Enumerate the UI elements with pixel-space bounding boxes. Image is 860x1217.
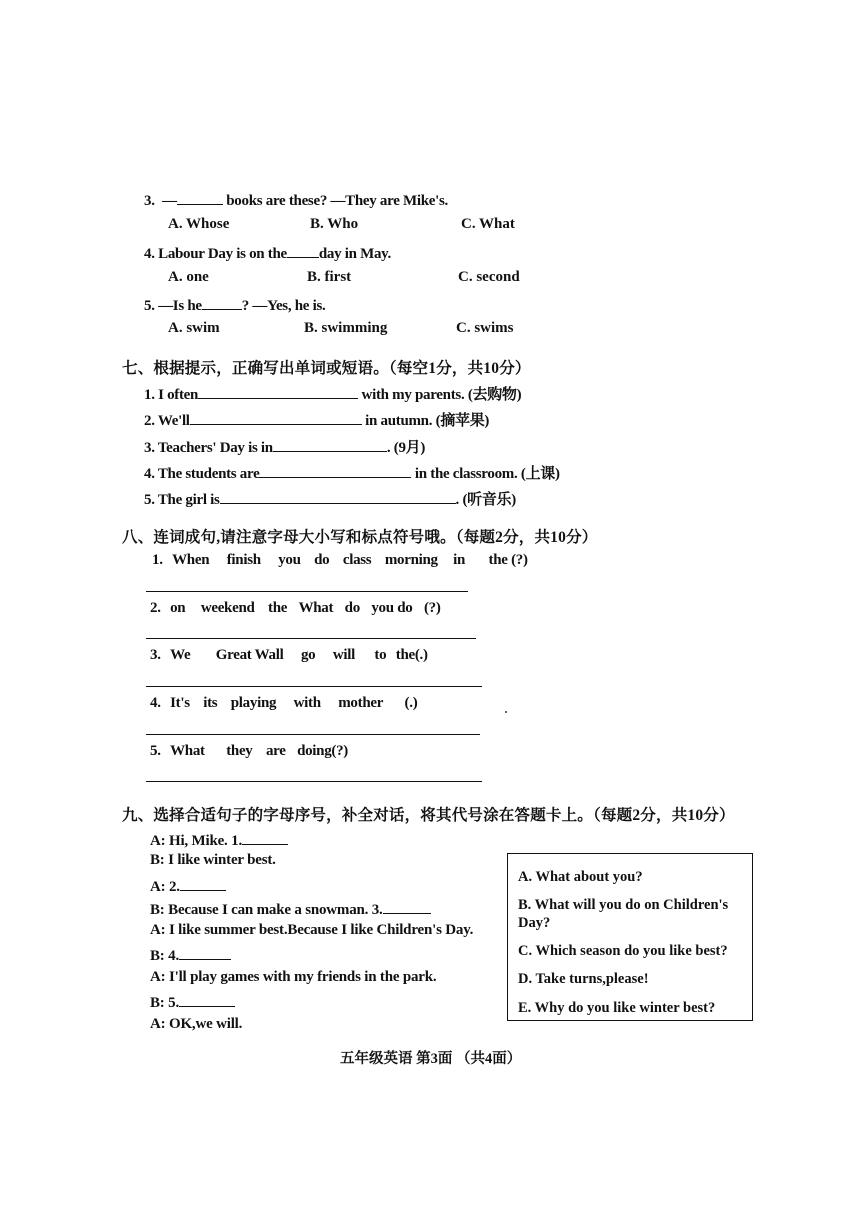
q5-option-a[interactable]: A. swim <box>168 320 220 336</box>
question-4 <box>144 243 391 263</box>
item-number: 5. <box>144 492 155 508</box>
item-number: 3. <box>150 647 161 663</box>
word: (?) <box>423 600 441 616</box>
s8-item-4 <box>150 695 417 712</box>
question-text: books are these? —They are Mike's. <box>226 193 449 209</box>
word: you do <box>371 600 413 616</box>
question-number: 4. <box>144 246 155 262</box>
word: do <box>344 600 360 616</box>
word: morning <box>384 552 438 568</box>
item-number: 1. <box>144 387 155 403</box>
question-5 <box>144 295 325 315</box>
question-text-start: Labour Day is on the <box>158 246 287 262</box>
q5-option-b[interactable]: B. swimming <box>304 320 388 336</box>
word: do <box>314 552 330 568</box>
s7-item-2 <box>144 409 489 430</box>
item-text-start: The students are <box>157 466 260 482</box>
word: you <box>278 552 301 568</box>
item-text-end: . (9月) <box>386 440 426 456</box>
s8-item-5 <box>150 743 348 760</box>
dialogue-line-9 <box>150 1016 242 1033</box>
dialogue-text: A: 2. <box>150 879 180 895</box>
s7-item-5 <box>144 488 516 509</box>
item-number: 4. <box>144 466 155 482</box>
word: (.) <box>404 695 418 711</box>
answer-blank[interactable] <box>220 489 456 504</box>
question-text-start: —Is he <box>158 298 202 314</box>
item-text-end: in autumn. (摘苹果) <box>365 413 490 429</box>
word: Great Wall <box>215 647 284 663</box>
answer-blank-5[interactable] <box>179 992 235 1007</box>
section-9-header: 九、选择合适句子的字母序号，补全对话，将其代号涂在答题卡上。（每题2分，共10分） <box>122 807 735 824</box>
dialogue-line-6 <box>150 945 231 965</box>
answer-line-4[interactable] <box>146 734 480 735</box>
item-text-end: in the classroom. (上课) <box>414 466 560 482</box>
item-text-end: . (听音乐) <box>455 492 516 508</box>
word: will <box>332 647 355 663</box>
item-text-start: Teachers' Day is in <box>157 440 273 456</box>
word: the (?) <box>488 552 528 568</box>
question-number: 5. <box>144 298 155 314</box>
q3-option-c[interactable]: C. What <box>461 216 515 232</box>
s8-item-3 <box>150 647 428 664</box>
word: the(.) <box>395 647 428 663</box>
option-b[interactable]: B. What will you do on Children's <box>518 897 729 913</box>
item-number: 1. <box>152 552 163 568</box>
dialogue-line-5 <box>150 922 473 939</box>
s7-item-4 <box>144 462 560 483</box>
word: mother <box>338 695 384 711</box>
options-box <box>507 853 753 1021</box>
q3-option-a[interactable]: A. Whose <box>168 216 230 232</box>
q4-option-b[interactable]: B. first <box>307 269 352 285</box>
answer-blank-2[interactable] <box>180 876 226 891</box>
option-a[interactable]: A. What about you? <box>518 869 643 885</box>
word: What <box>298 600 334 616</box>
dialogue-line-4 <box>150 899 431 919</box>
option-b-continued[interactable]: Day? <box>518 915 551 931</box>
answer-blank-1[interactable] <box>242 830 288 845</box>
dialogue-text: A: I'll play games with my friends in the park. <box>150 969 437 985</box>
answer-blank-4[interactable] <box>179 945 231 960</box>
word: playing <box>230 695 277 711</box>
word: are <box>265 743 286 759</box>
section-7-header: 七、根据提示，正确写出单词或短语。（每空1分，共10分） <box>122 360 531 377</box>
q4-option-a[interactable]: A. one <box>168 269 209 285</box>
item-number: 2. <box>150 600 161 616</box>
answer-blank[interactable] <box>273 437 387 452</box>
q4-option-c[interactable]: C. second <box>458 269 520 285</box>
item-text-start: I often <box>158 387 199 403</box>
item-number: 3. <box>144 440 155 456</box>
option-d[interactable]: D. Take turns,please! <box>518 971 649 987</box>
dialogue-text: B: 4. <box>150 948 180 964</box>
word: class <box>342 552 372 568</box>
s8-item-1 <box>152 552 528 569</box>
question-text-end: ? —Yes, he is. <box>241 298 326 314</box>
stray-mark <box>505 711 507 713</box>
item-text-start: The girl is <box>157 492 220 508</box>
item-text-start: We'll <box>157 413 190 429</box>
dialogue-text: A: I like summer best.Because I like Children's Day. <box>150 922 474 938</box>
option-e[interactable]: E. Why do you like winter best? <box>518 1000 716 1016</box>
dialogue-line-1 <box>150 830 288 850</box>
answer-blank[interactable] <box>190 410 362 425</box>
word: finish <box>226 552 261 568</box>
answer-line-3[interactable] <box>146 686 482 687</box>
answer-blank[interactable] <box>287 243 319 258</box>
word: to <box>374 647 387 663</box>
s7-item-3 <box>144 436 425 457</box>
answer-line-2[interactable] <box>146 638 476 639</box>
word: they <box>226 743 253 759</box>
question-text-end: day in May. <box>318 246 392 262</box>
dialogue-line-3 <box>150 876 226 896</box>
s8-item-2 <box>150 600 441 617</box>
answer-blank[interactable] <box>177 190 223 205</box>
dialogue-line-8 <box>150 992 235 1012</box>
word: the <box>268 600 288 616</box>
item-number: 4. <box>150 695 161 711</box>
answer-blank-3[interactable] <box>383 899 431 914</box>
word: It's <box>170 695 190 711</box>
word: When <box>172 552 210 568</box>
item-text-end: with my parents. (去购物) <box>361 387 522 403</box>
item-number: 5. <box>150 743 161 759</box>
q5-option-c[interactable]: C. swims <box>456 320 514 336</box>
word: on <box>170 600 186 616</box>
answer-line-5[interactable] <box>146 781 482 782</box>
word: in <box>453 552 466 568</box>
dialogue-line-2 <box>150 852 276 869</box>
dash: — <box>162 193 177 209</box>
dialogue-text: A: Hi, Mike. 1. <box>150 833 242 849</box>
q3-option-b[interactable]: B. Who <box>310 216 359 232</box>
word: its <box>203 695 218 711</box>
dialogue-text: A: OK,we will. <box>150 1016 243 1032</box>
s7-item-1 <box>144 383 521 404</box>
dialogue-text: B: Because I can make a snowman. 3. <box>150 902 383 918</box>
dialogue-text: B: 5. <box>150 995 180 1011</box>
dialogue-line-7 <box>150 969 436 986</box>
word: with <box>293 695 321 711</box>
answer-blank[interactable] <box>202 295 242 310</box>
word: doing(?) <box>297 743 349 759</box>
section-8-header: 八、连词成句,请注意字母大小写和标点符号哦。（每题2分，共10分） <box>122 529 598 546</box>
answer-blank[interactable] <box>259 463 411 478</box>
answer-blank[interactable] <box>198 384 358 399</box>
word: We <box>170 647 191 663</box>
item-number: 2. <box>144 413 155 429</box>
word: What <box>170 743 205 759</box>
question-number: 3. <box>144 193 155 209</box>
page-footer: 五年级英语 第3面 （共4面） <box>340 1051 522 1067</box>
option-c[interactable]: C. Which season do you like best? <box>518 943 728 959</box>
word: go <box>300 647 316 663</box>
answer-line-1[interactable] <box>146 591 468 592</box>
question-3 <box>144 190 448 210</box>
dialogue-text: B: I like winter best. <box>150 852 276 868</box>
word: weekend <box>200 600 255 616</box>
